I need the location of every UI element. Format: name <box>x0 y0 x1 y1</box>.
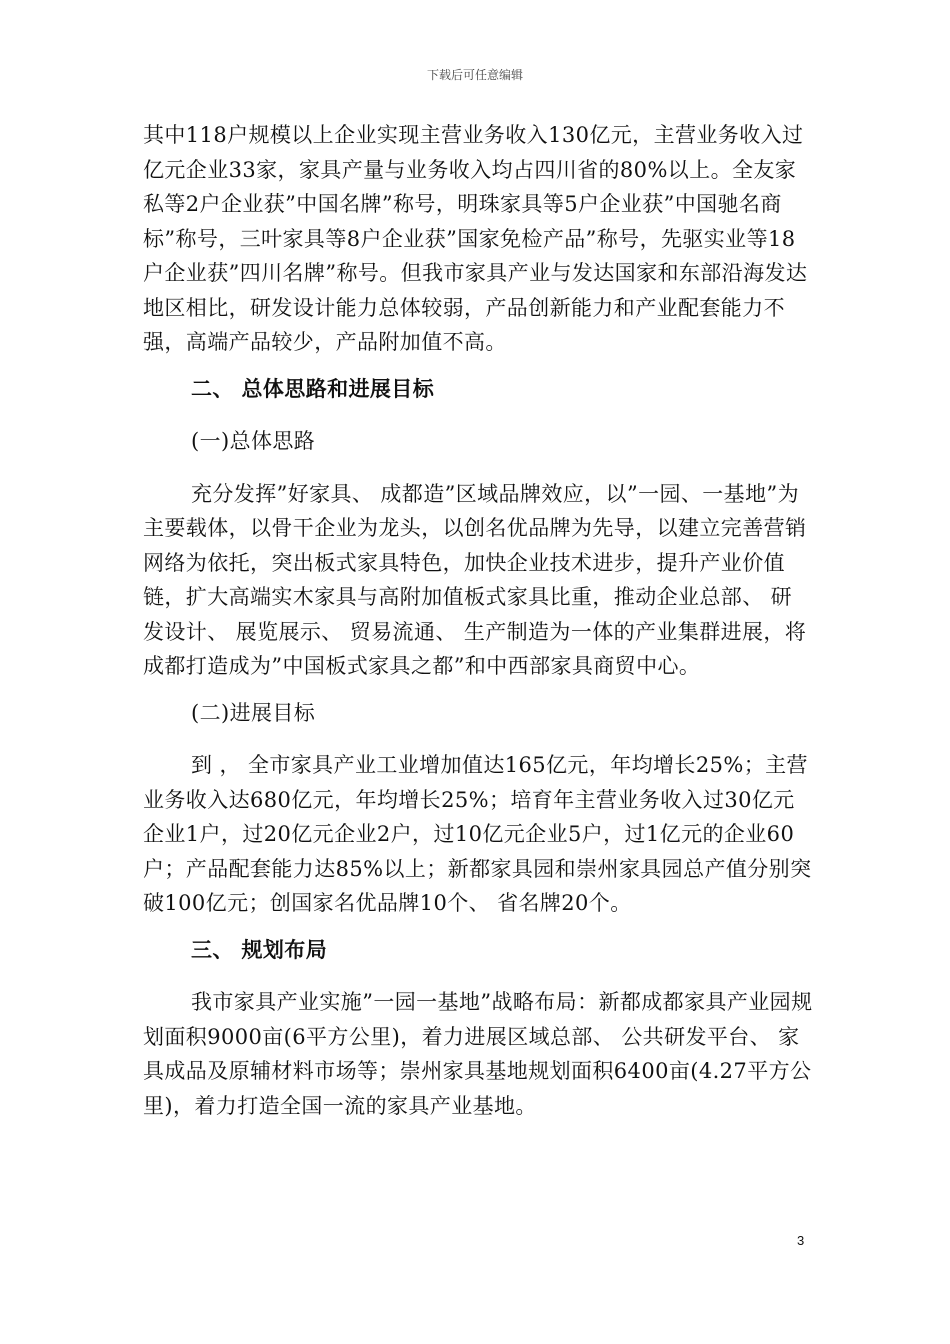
paragraph-industry-overview: 其中118户规模以上企业实现主营业务收入130亿元，主营业务收入过亿元企业33家，家具产量与业务收入均占四川省的80%以上。全友家私等2户企业获”中国名牌”称号，明珠家具等5户企业获”中国驰名商标”称号，三叶家具等8户企业获”国家免检产品”称号，先驱实业等18户企业获”四川名牌”称号。但我市家具产业与发达国家和东部沿海发达地区相比，研发设计能力总体较弱，产品创新能力和产业配套能力不强，高端产品较少，产品附加值不高。 <box>143 123 808 354</box>
paragraph-planning-layout: 我市家具产业实施”一园一基地”战略布局：新都成都家具产业园规划面积9000亩(6平方公里)，着力进展区域总部、 公共研发平台、 家具成品及原辅材料市场等；崇州家具基地规划面积6400亩(4.27平方公里)，着力打造全国一流的家具产业基地。 <box>143 990 813 1118</box>
subheading-overall-approach: (一)总体思路 <box>191 429 316 453</box>
paragraph-development-goals: 到 ， 全市家具产业工业增加值达165亿元，年均增长25%；主营业务收入达680亿元，年均增长25%；培育年主营业务收入过30亿元企业1户，过20亿元企业2户，过10亿元企业5户，过1亿元的企业60户；产品配套能力达85%以上；新都家具园和崇州家具园总产值分别突破100亿元；创国家名优品牌10个、 省名牌20个。 <box>143 753 812 915</box>
document-body <box>143 118 813 1135</box>
section-heading-2: 二、 总体思路和进展目标 <box>191 376 435 401</box>
subheading-development-goals: (二)进展目标 <box>191 700 316 725</box>
paragraph-overall-approach: 充分发挥”好家具、 成都造”区域品牌效应，以”一园、一基地”为主要载体，以骨干企业为龙头，以创名优品牌为先导，以建立完善营销网络为依托，突出板式家具特色，加快企业技术进步，提升产业价值链，扩大高端实木家具与高附加值板式家具比重，推动企业总部、 研发设计、 展览展示、 贸易流通、 生产制造为一体的产业集群进展，将成都打造成为”中国板式家具之都”和中西部家具商贸中心。 <box>143 481 807 678</box>
page-header: 下载后可任意编辑 <box>426 68 523 82</box>
section-heading-3: 三、 规划布局 <box>191 937 328 962</box>
page-number: 3 <box>797 1233 805 1248</box>
